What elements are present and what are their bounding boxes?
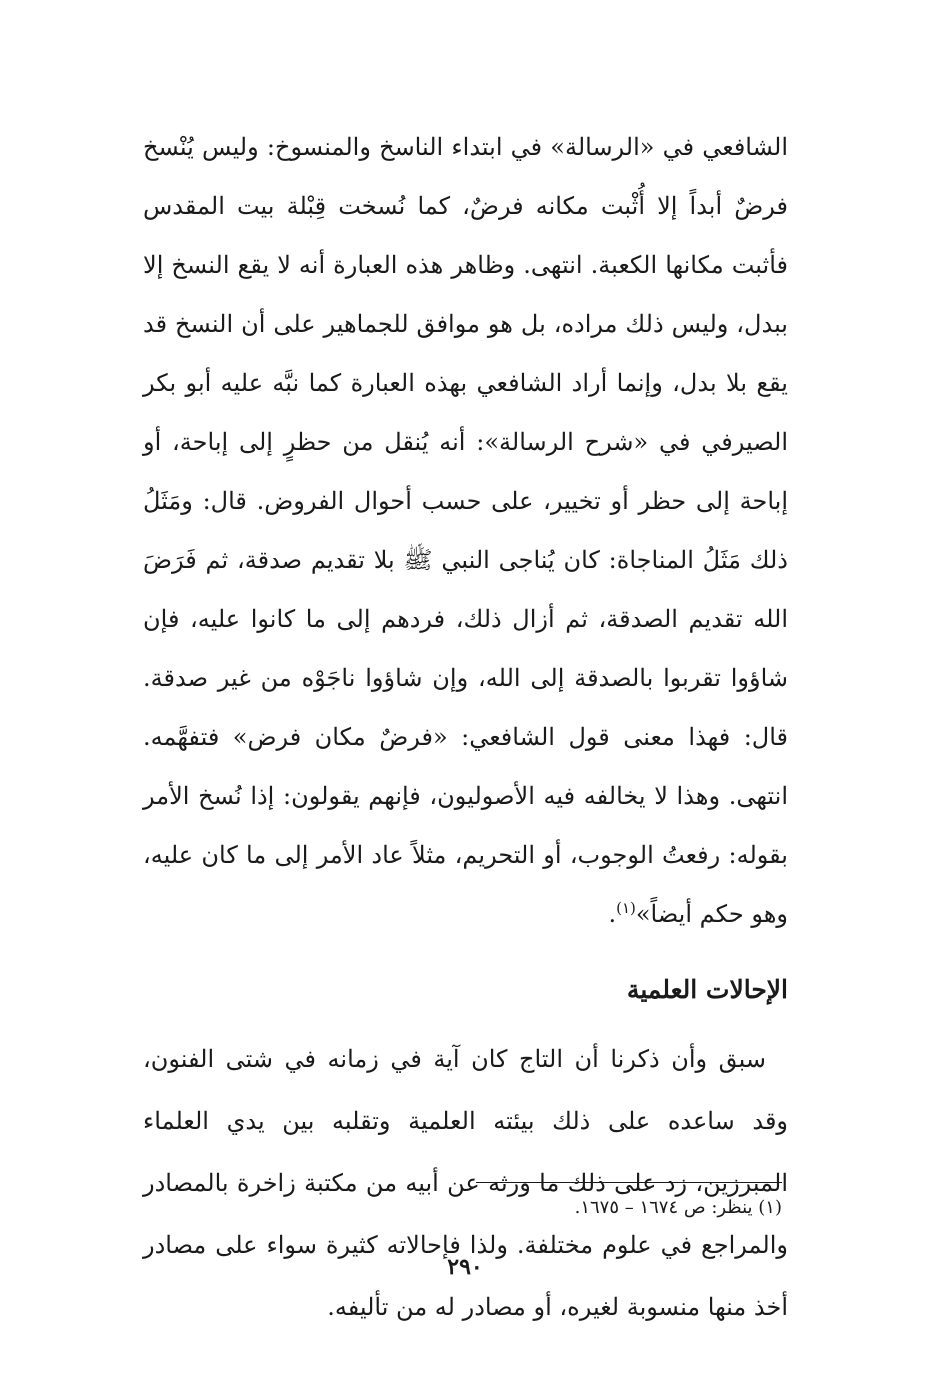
footnote-marker: (١) bbox=[758, 1197, 782, 1218]
page-body bbox=[143, 118, 788, 1338]
paragraph-1-text: الشافعي في «الرسالة» في ابتداء الناسخ والمنسوخ: وليس يُنْسخ فرضٌ أبداً إلا أُثْبت مكانه فرضٌ، كما نُسخت قِبْلة بيت المقدس فأثبت مكانها الكعبة. انتهى. وظاهر هذه العبارة أنه لا يقع النسخ إلا ببدل، وليس ذلك مراده، بل هو موافق للجماهير على أن النسخ قد يقع بلا بدل، وإنما أراد الشافعي بهذه العبارة كما نبَّه عليه أبو بكر الصيرفي في «شرح الرسالة»: أنه يُنقل من حظرٍ إلى إباحة، أو إباحة إلى حظر أو تخيير، على حسب أحوال الفروض. قال: ومَثَلُ ذلك مَثَلُ المناجاة: كان يُناجى النبي ﷺ بلا تقديم صدقة، ثم فَرَضَ الله تقديم الصدقة، ثم أزال ذلك، فردهم إلى ما كانوا عليه، فإن شاؤوا تقربوا بالصدقة إلى الله، وإن شاؤوا ناجَوْه من غير صدقة. قال: فهذا معنى قول الشافعي: «فرضٌ مكان فرض» فتفهَّمه. انتهى. وهذا لا يخالفه فيه الأصوليون، فإنهم يقولون: إذا نُسخ الأمر بقوله: رفعتُ الوجوب، أو التحريم، مثلاً عاد الأمر إلى ما كان عليه، وهو حكم أيضاً» bbox=[143, 133, 788, 928]
footnote-text: ينظر: ص ١٦٧٤ – ١٦٧٥. bbox=[574, 1197, 753, 1218]
body-paragraph-2: سبق وأن ذكرنا أن التاج كان آية في زمانه في شتى الفنون، وقد ساعده على ذلك بيئته العلمية وتقلبه بين يدي العلماء المبرزين، زد على ذلك ما ورثه عن أبيه من مكتبة زاخرة بالمصادر والمراجع في علوم مختلفة. ولذا فإحالاته كثيرة سواء على مصادر أخذ منها منسوبة لغيره، أو مصادر له من تأليفه. bbox=[143, 1045, 788, 1321]
body-paragraph-1 bbox=[143, 118, 788, 944]
page-number: ٢٩٠ bbox=[447, 1254, 483, 1280]
footnote-separator bbox=[476, 1182, 782, 1183]
footnote-1 bbox=[142, 1193, 782, 1223]
section-heading: الإحالات العلمية bbox=[626, 975, 788, 1004]
footnote-reference-1[interactable]: (١) bbox=[616, 899, 636, 917]
paragraph-1-end: . bbox=[608, 900, 617, 928]
